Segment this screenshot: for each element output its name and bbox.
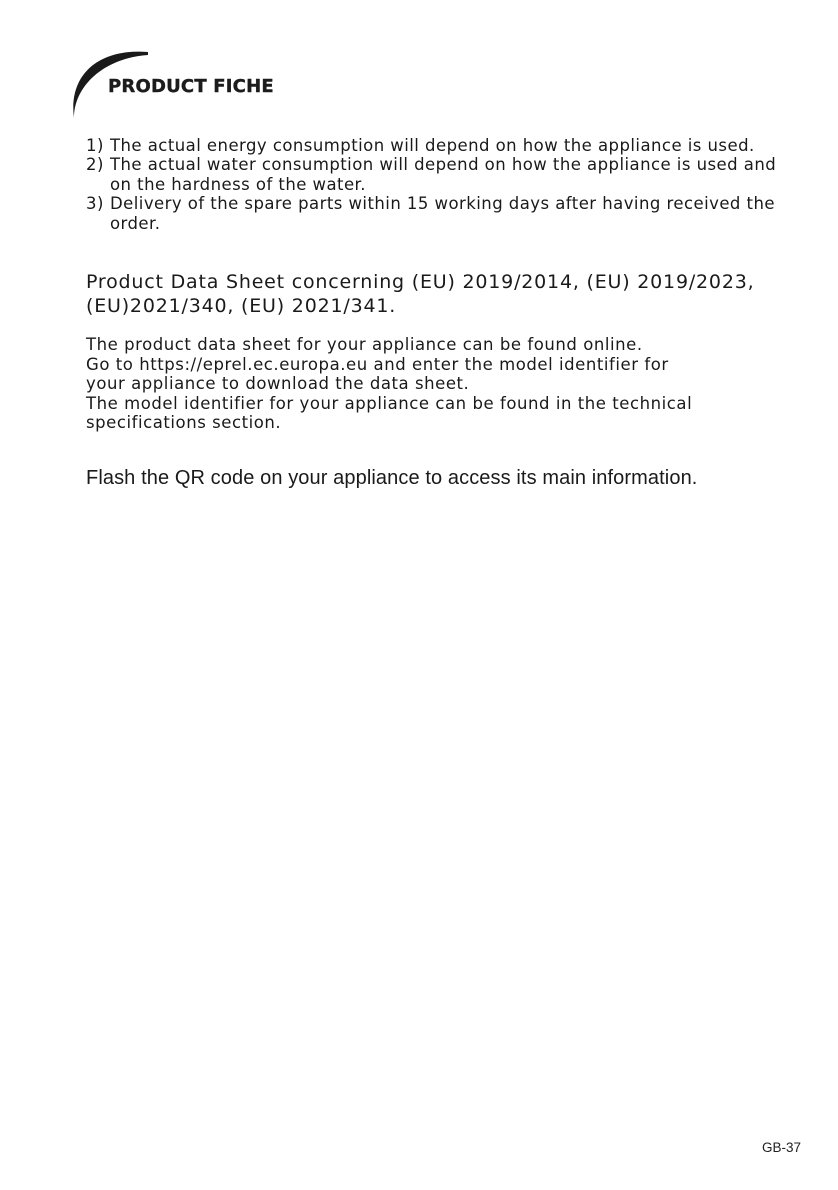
data-sheet-paragraph [86, 335, 796, 433]
data-sheet-heading: Product Data Sheet concerning (EU) 2019/2014, (EU) 2019/2023, (EU)2021/340, (EU) 2021/341. [86, 271, 755, 317]
footnote-item [86, 155, 786, 194]
footnote-number: 1) [86, 136, 104, 155]
page-number: GB-37 [762, 1140, 802, 1155]
data-sheet-line: The model identifier for your appliance can be found in the technical [86, 393, 693, 413]
footnote-text: The actual energy consumption will depend on how the appliance is used. [110, 136, 755, 155]
footnotes-list [86, 136, 786, 233]
footnote-text: Delivery of the spare parts within 15 working days after having received the order. [110, 194, 775, 233]
data-sheet-line: Go to https://eprel.ec.europa.eu and enter the model identifier for [86, 354, 669, 374]
footnote-number: 3) [86, 194, 104, 214]
footnote-item [86, 136, 786, 155]
qr-code-instruction: Flash the QR code on your appliance to access its main information. [86, 467, 698, 489]
page-title: PRODUCT FICHE [108, 76, 274, 97]
footnote-item [86, 194, 786, 233]
data-sheet-line: your appliance to download the data sheet. [86, 374, 470, 393]
footnote-text: The actual water consumption will depend on how the appliance is used and on the hardness of the water. [110, 155, 777, 194]
data-sheet-line: specifications section. [86, 413, 282, 432]
data-sheet-line: The product data sheet for your appliance can be found online. [86, 335, 643, 354]
footnote-number: 2) [86, 155, 104, 175]
